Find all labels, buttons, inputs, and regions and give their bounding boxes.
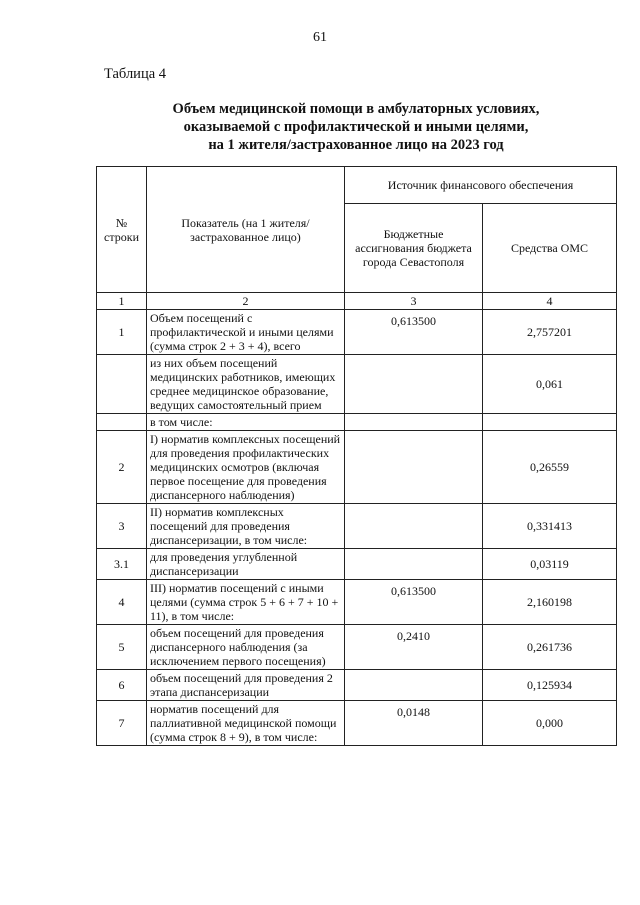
row-number: 2: [97, 431, 147, 504]
row-indicator: для проведения углубленной диспансеризации: [147, 549, 345, 580]
row-oms-value: 0,261736: [483, 625, 617, 670]
row-indicator: объем посещений для проведения 2 этапа диспансеризации: [147, 670, 345, 701]
row-indicator: Объем посещений с профилактической и иными целями (сумма строк 2 + 3 + 4), всего: [147, 310, 345, 355]
title-line: Объем медицинской помощи в амбулаторных условиях,: [172, 101, 540, 117]
row-number: 3: [97, 504, 147, 549]
row-number: [97, 355, 147, 414]
header-budget: Бюджетные ассигнования бюджета города Севастополя: [345, 204, 483, 293]
column-index: 1: [97, 293, 147, 310]
table-row: [97, 310, 617, 355]
table-row: [97, 670, 617, 701]
row-number: 6: [97, 670, 147, 701]
header-row-number: № строки: [97, 167, 147, 293]
row-number: 4: [97, 580, 147, 625]
row-oms-value: 0,03119: [483, 549, 617, 580]
page-number: 61: [313, 30, 327, 45]
row-indicator: норматив посещений для паллиативной медицинской помощи (сумма строк 8 + 9), в том числе:: [147, 701, 345, 746]
row-number: 1: [97, 310, 147, 355]
row-oms-value: [483, 414, 617, 431]
row-budget-value: [345, 504, 483, 549]
table-row: [97, 504, 617, 549]
row-number: [97, 414, 147, 431]
row-oms-value: 0,000: [483, 701, 617, 746]
row-indicator: I) норматив комплексных посещений для проведения профилактических медицинских осмотров (включая первое посещение для проведения диспансерного наблюдения): [147, 431, 345, 504]
header-indicator: Показатель (на 1 жителя/застрахованное лицо): [147, 167, 345, 293]
row-budget-value: [345, 670, 483, 701]
table-row: [97, 355, 617, 414]
row-oms-value: 2,160198: [483, 580, 617, 625]
table-row: [97, 625, 617, 670]
row-oms-value: 2,757201: [483, 310, 617, 355]
row-indicator: II) норматив комплексных посещений для проведения диспансеризации, в том числе:: [147, 504, 345, 549]
row-indicator: в том числе:: [147, 414, 345, 431]
table-row: [97, 549, 617, 580]
row-budget-value: [345, 355, 483, 414]
table-row: [97, 580, 617, 625]
row-budget-value: 0,613500: [345, 580, 483, 625]
row-budget-value: 0,0148: [345, 701, 483, 746]
row-number: 3.1: [97, 549, 147, 580]
row-indicator: объем посещений для проведения диспансерного наблюдения (за исключением первого посещения): [147, 625, 345, 670]
table-row: [97, 414, 617, 431]
row-budget-value: [345, 549, 483, 580]
title-line: на 1 жителя/застрахованное лицо на 2023 год: [208, 137, 504, 153]
row-oms-value: 0,125934: [483, 670, 617, 701]
row-budget-value: 0,2410: [345, 625, 483, 670]
row-indicator: III) норматив посещений с иными целями (сумма строк 5 + 6 + 7 + 10 + 11), в том числе:: [147, 580, 345, 625]
table-label: Таблица 4: [104, 66, 167, 82]
row-number: 5: [97, 625, 147, 670]
row-budget-value: 0,613500: [345, 310, 483, 355]
row-oms-value: 0,061: [483, 355, 617, 414]
column-index: 2: [147, 293, 345, 310]
row-oms-value: 0,26559: [483, 431, 617, 504]
header-funding-source: Источник финансового обеспечения: [345, 167, 617, 204]
row-indicator: из них объем посещений медицинских работников, имеющих среднее медицинское образование, ведущих самостоятельный прием: [147, 355, 345, 414]
column-index: 3: [345, 293, 483, 310]
title-line: оказываемой с профилактической и иными целями,: [183, 119, 529, 135]
row-budget-value: [345, 414, 483, 431]
table-row: [97, 431, 617, 504]
volume-table: [96, 166, 617, 746]
row-oms-value: 0,331413: [483, 504, 617, 549]
row-number: 7: [97, 701, 147, 746]
table-row: [97, 701, 617, 746]
header-oms: Средства ОМС: [483, 204, 617, 293]
column-index: 4: [483, 293, 617, 310]
row-budget-value: [345, 431, 483, 504]
document-title: [96, 100, 616, 154]
